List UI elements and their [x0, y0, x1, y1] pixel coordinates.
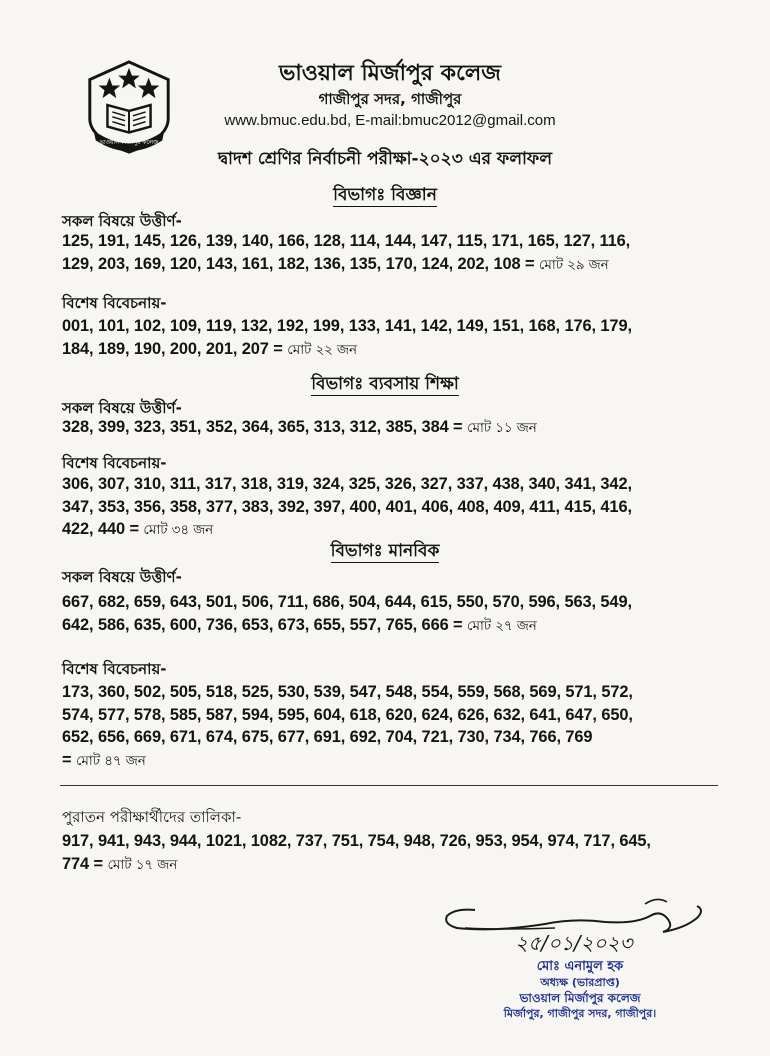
college-address: গাজীপুর সদর, গাজীপুর [318, 90, 462, 108]
seal-address: মির্জাপুর, গাজীপুর সদর, গাজীপুর। [503, 1007, 657, 1020]
humanities-passed-label: সকল বিষয়ে উত্তীর্ণ- [62, 568, 182, 586]
roll-line: = মোট ৪৭ জন [62, 750, 146, 769]
business-passed-total: মোট ১১ জন [467, 420, 537, 436]
roll-line: 917, 941, 943, 944, 1021, 1082, 737, 751, 754, 948, 726, 953, 954, 974, 717, 645, [62, 832, 651, 850]
exam-title: দ্বাদশ শ্রেণির নির্বাচনী পরীক্ষা-২০২৩ এর ফলাফল [217, 149, 553, 169]
roll-line: 173, 360, 502, 505, 518, 525, 530, 539, 547, 548, 554, 559, 568, 569, 571, 572, [62, 683, 633, 701]
business-heading: বিভাগঃ ব্যবসায় শিক্ষা [311, 374, 459, 394]
roll-line: 422, 440 = মোট ৩৪ জন [62, 520, 214, 538]
section-divider [60, 785, 718, 786]
humanities-passed-list [62, 591, 712, 637]
business-special-total: মোট ৩৪ জন [143, 522, 214, 538]
roll-line: 642, 586, 635, 600, 736, 653, 673, 655, 557, 765, 666 = মোট ২৭ জন [62, 615, 537, 634]
roll-line: 774 = মোট ১৭ জন [62, 854, 178, 873]
roll-line: 652, 656, 669, 671, 674, 675, 677, 691, 692, 704, 721, 730, 734, 766, 769 [62, 728, 593, 746]
science-passed-list [62, 230, 712, 276]
roll-line: 347, 353, 356, 358, 377, 383, 392, 397, 400, 401, 406, 408, 409, 411, 415, 416, [62, 497, 632, 516]
science-passed-total: মোট ২৯ জন [538, 256, 609, 273]
business-passed-list [62, 416, 712, 440]
seal-college: ভাওয়াল মির্জাপুর কলেজ [519, 991, 641, 1005]
science-special-label: বিশেষ বিবেচনায়- [62, 294, 167, 312]
principal-seal [470, 958, 690, 1021]
old-examinees-label: পুরাতন পরীক্ষার্থীদের তালিকা- [62, 808, 242, 826]
signature-date: ২৫/০১/২০২৩ [515, 931, 633, 955]
college-name: ভাওয়াল মির্জাপুর কলেজ [279, 61, 501, 86]
college-logo-icon [80, 58, 178, 156]
business-special-list [62, 473, 712, 542]
roll-line: 001, 101, 102, 109, 119, 132, 192, 199, 133, 141, 142, 149, 151, 168, 176, 179, [62, 317, 632, 335]
humanities-special-total: মোট ৪৭ জন [75, 752, 146, 769]
humanities-heading: বিভাগঃ মানবিক [330, 541, 440, 561]
roll-line: 328, 399, 323, 351, 352, 364, 365, 313, 312, 385, 384 = মোট ১১ জন [62, 418, 537, 436]
principal-name: মোঃ এনামুল হক [536, 959, 624, 974]
college-contact: www.bmuc.edu.bd, E-mail:bmuc2012@gmail.com [224, 112, 556, 129]
roll-line: 125, 191, 145, 126, 139, 140, 166, 128, 114, 144, 147, 115, 171, 165, 127, 116, [62, 232, 631, 250]
business-passed-label: সকল বিষয়ে উত্তীর্ণ- [62, 399, 182, 417]
logo-ribbon-text: ভাওয়াল মির্জাপুর কলেজ [99, 140, 159, 147]
roll-line: 184, 189, 190, 200, 201, 207 = মোট ২২ জন [62, 339, 357, 358]
handwritten-signature [435, 888, 720, 958]
old-examinees-list [62, 830, 712, 876]
old-examinees-total: মোট ১৭ জন [107, 856, 178, 873]
roll-line: 306, 307, 310, 311, 317, 318, 319, 324, 325, 326, 327, 337, 438, 340, 341, 342, [62, 475, 632, 493]
science-heading: বিভাগঃ বিজ্ঞান [333, 185, 437, 205]
roll-line: 574, 577, 578, 585, 587, 594, 595, 604, 618, 620, 624, 626, 632, 641, 647, 650, [62, 705, 633, 724]
principal-designation: অধ্যক্ষ (ভারপ্রাপ্ত) [540, 976, 620, 989]
humanities-special-list [62, 681, 712, 772]
business-special-label: বিশেষ বিবেচনায়- [62, 454, 167, 472]
science-special-total: মোট ২২ জন [287, 341, 357, 358]
college-header [180, 60, 600, 132]
roll-line: 667, 682, 659, 643, 501, 506, 711, 686, 504, 644, 615, 550, 570, 596, 563, 549, [62, 593, 632, 611]
science-special-list [62, 315, 712, 361]
roll-line: 129, 203, 169, 120, 143, 161, 182, 136, 135, 170, 124, 202, 108 = মোট ২৯ জন [62, 254, 609, 273]
humanities-special-label: বিশেষ বিবেচনায়- [62, 660, 167, 678]
science-passed-label: সকল বিষয়ে উত্তীর্ণ- [62, 212, 182, 230]
humanities-passed-total: মোট ২৭ জন [467, 617, 537, 634]
